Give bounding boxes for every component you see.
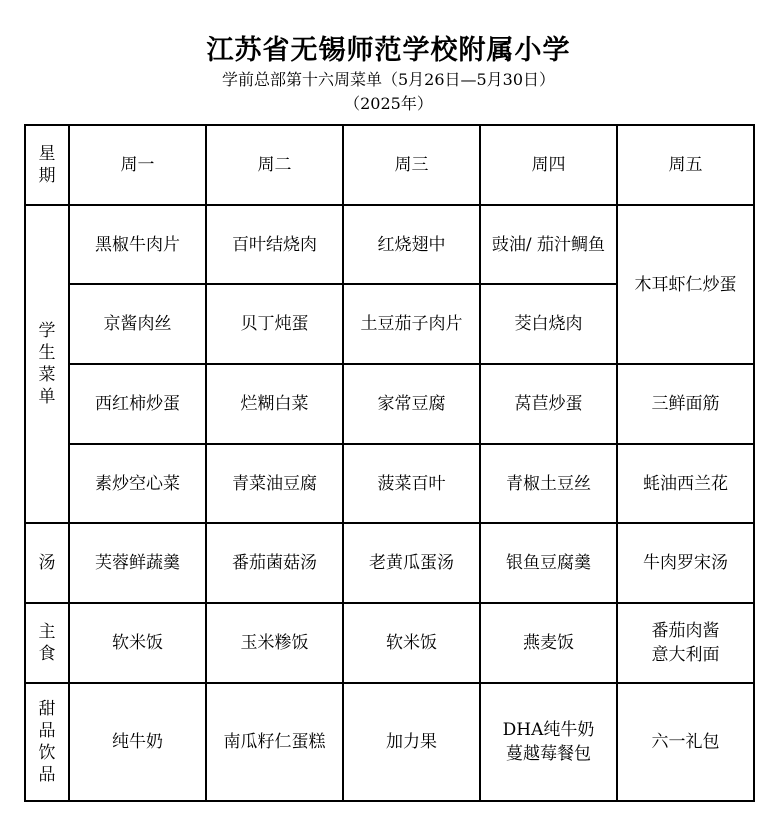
student-menu-row-1 [25, 205, 754, 284]
dessert-item-line-2: 蔓越莓餐包 [506, 744, 591, 764]
dessert-label-4: 品 [38, 764, 56, 785]
dessert-item-two-line [480, 683, 617, 801]
dessert-item: 南瓜籽仁蛋糕 [206, 683, 343, 801]
menu-item: 黑椒牛肉片 [69, 205, 206, 284]
dessert-item: 六一礼包 [617, 683, 754, 801]
day-header-mon: 周一 [69, 125, 206, 205]
staple-item: 软米饭 [343, 603, 480, 683]
menu-item: 菠菜百叶 [343, 444, 480, 523]
menu-item: 木耳虾仁炒蛋 [617, 205, 754, 364]
student-menu-label-1: 学 [38, 320, 56, 341]
dessert-item-line-1: DHA纯牛奶 [502, 720, 595, 740]
page-title: 江苏省无锡师范学校附属小学 [206, 35, 571, 66]
menu-item: 京酱肉丝 [69, 284, 206, 364]
corner-label-2: 期 [38, 165, 56, 186]
student-menu-row-4 [25, 444, 754, 523]
day-header-thu: 周四 [480, 125, 617, 205]
menu-item: 素炒空心菜 [69, 444, 206, 523]
menu-item: 莴苣炒蛋 [480, 364, 617, 444]
soup-item: 芙蓉鲜蔬羹 [69, 523, 206, 603]
menu-item: 土豆茄子肉片 [343, 284, 480, 364]
staple-label-cell [25, 603, 69, 683]
menu-item: 豉油/ 茄汁鲷鱼 [480, 205, 617, 284]
dessert-item: 加力果 [343, 683, 480, 801]
student-menu-label-3: 菜 [38, 364, 56, 385]
dessert-item: 纯牛奶 [69, 683, 206, 801]
student-menu-row-3 [25, 364, 754, 444]
soup-item: 银鱼豆腐羹 [480, 523, 617, 603]
menu-item: 茭白烧肉 [480, 284, 617, 364]
dessert-row [25, 683, 754, 801]
menu-item: 西红柿炒蛋 [69, 364, 206, 444]
student-menu-label-4: 单 [38, 386, 56, 407]
soup-row [25, 523, 754, 603]
staple-item-two-line [617, 603, 754, 683]
staple-label-1: 主 [38, 621, 56, 642]
day-header-fri: 周五 [617, 125, 754, 205]
menu-item: 家常豆腐 [343, 364, 480, 444]
dessert-label-1: 甜 [38, 698, 56, 719]
student-menu-label-cell [25, 205, 69, 523]
staple-item-line-2: 意大利面 [651, 645, 720, 665]
corner-cell [25, 125, 69, 205]
staple-item-line-1: 番茄肉酱 [651, 621, 720, 641]
staple-label-2: 食 [38, 643, 56, 664]
menu-item: 烂糊白菜 [206, 364, 343, 444]
menu-item: 红烧翅中 [343, 205, 480, 284]
dessert-label-cell [25, 683, 69, 801]
corner-label-1: 星 [38, 143, 56, 164]
staple-item: 玉米糁饭 [206, 603, 343, 683]
header-row [25, 125, 754, 205]
weekly-menu-table [24, 124, 755, 802]
menu-item: 百叶结烧肉 [206, 205, 343, 284]
student-menu-label-2: 生 [38, 342, 56, 363]
menu-item: 青菜油豆腐 [206, 444, 343, 523]
day-header-wed: 周三 [343, 125, 480, 205]
menu-item: 三鲜面筋 [617, 364, 754, 444]
menu-item: 青椒土豆丝 [480, 444, 617, 523]
staple-row [25, 603, 754, 683]
menu-item: 贝丁炖蛋 [206, 284, 343, 364]
day-header-tue: 周二 [206, 125, 343, 205]
soup-item: 牛肉罗宋汤 [617, 523, 754, 603]
soup-item: 老黄瓜蛋汤 [343, 523, 480, 603]
soup-item: 番茄菌菇汤 [206, 523, 343, 603]
dessert-label-3: 饮 [38, 742, 56, 763]
soup-label: 汤 [25, 523, 69, 603]
dessert-label-2: 品 [38, 720, 56, 741]
menu-year: （2025年） [344, 94, 433, 113]
staple-item: 燕麦饭 [480, 603, 617, 683]
staple-item: 软米饭 [69, 603, 206, 683]
menu-subtitle: 学前总部第十六周菜单（5月26日—5月30日） [221, 70, 556, 89]
menu-item: 蚝油西兰花 [617, 444, 754, 523]
